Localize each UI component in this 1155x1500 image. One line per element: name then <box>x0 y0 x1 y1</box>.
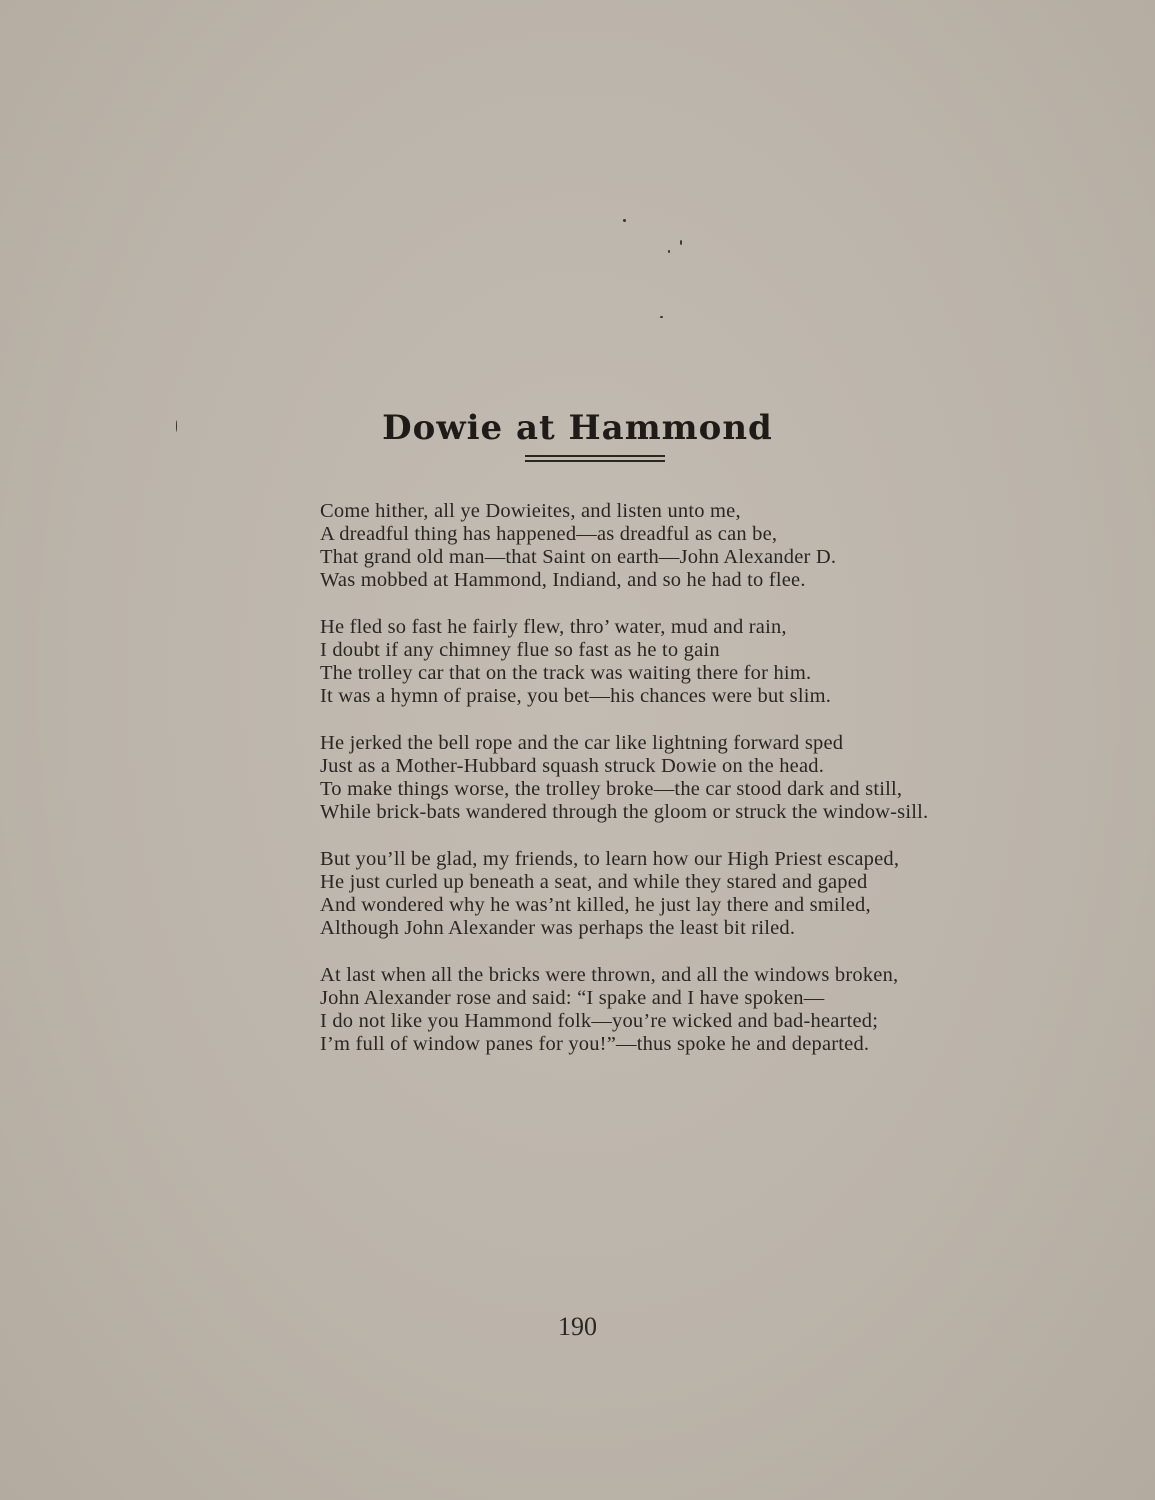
poem-line: He fled so fast he fairly flew, thro’ water, mud and rain, <box>320 616 787 638</box>
ink-speck <box>623 219 626 222</box>
poem-line: It was a hymn of praise, you bet—his chances were but slim. <box>320 685 832 707</box>
poem-line: Was mobbed at Hammond, Indiand, and so he had to flee. <box>320 569 806 591</box>
stanza-2 <box>320 616 1140 708</box>
poem-line: Come hither, all ye Dowieites, and listen unto me, <box>320 500 741 522</box>
stanza-4 <box>320 848 1140 940</box>
poem-line: He jerked the bell rope and the car like lightning forward sped <box>320 732 844 754</box>
poem-line: The trolley car that on the track was waiting there for him. <box>320 662 812 684</box>
ink-speck <box>680 240 682 245</box>
poem-body <box>320 500 1140 1080</box>
poem-line: I do not like you Hammond folk—you’re wicked and bad-hearted; <box>320 1010 879 1032</box>
poem-line: To make things worse, the trolley broke—the car stood dark and still, <box>320 778 903 800</box>
title-rule-top <box>525 455 665 457</box>
stanza-1 <box>320 500 1140 592</box>
poem-title: Dowie at Hammond <box>382 408 773 448</box>
poem-line: I’m full of window panes for you!”—thus spoke he and departed. <box>320 1033 870 1055</box>
poem-line: I doubt if any chimney flue so fast as he to gain <box>320 639 720 661</box>
poem-line: While brick-bats wandered through the gloom or struck the window-sill. <box>320 801 929 823</box>
poem-line: John Alexander rose and said: “I spake and I have spoken— <box>320 987 825 1009</box>
page-number: 190 <box>558 1312 597 1341</box>
title-rule-bottom <box>525 460 665 462</box>
stanza-3 <box>320 732 1140 824</box>
poem-line: A dreadful thing has happened—as dreadful as can be, <box>320 523 778 545</box>
ink-speck <box>668 250 670 253</box>
stanza-5 <box>320 964 1140 1056</box>
poem-line: And wondered why he was’nt killed, he just lay there and smiled, <box>320 894 871 916</box>
poem-line: But you’ll be glad, my friends, to learn how our High Priest escaped, <box>320 848 900 870</box>
poem-line: Just as a Mother-Hubbard squash struck Dowie on the head. <box>320 755 825 777</box>
ink-speck <box>660 316 663 318</box>
poem-line: That grand old man—that Saint on earth—John Alexander D. <box>320 546 837 568</box>
poem-line: Although John Alexander was perhaps the least bit riled. <box>320 917 796 939</box>
poem-line: He just curled up beneath a seat, and while they stared and gaped <box>320 871 868 893</box>
poem-line: At last when all the bricks were thrown, and all the windows broken, <box>320 964 899 986</box>
